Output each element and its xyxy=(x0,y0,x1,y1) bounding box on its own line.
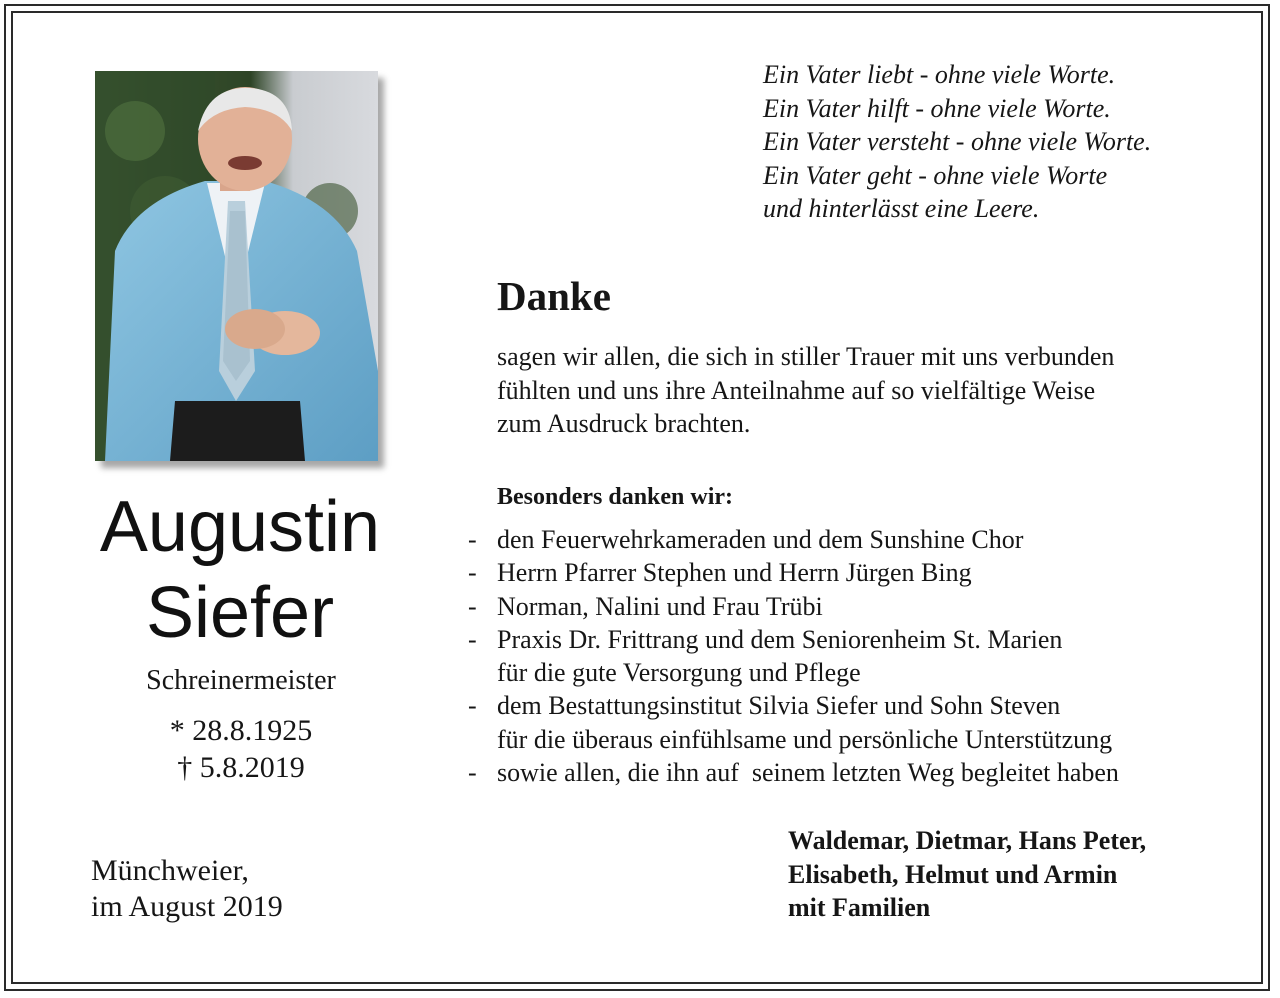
list-item-text-continued: für die gute Versorgung und Pflege xyxy=(497,658,861,688)
portrait-photo xyxy=(95,71,378,461)
dash-bullet: - xyxy=(468,624,477,654)
deceased-first-name: Augustin xyxy=(99,487,381,567)
dash-bullet: - xyxy=(468,691,477,721)
list-item xyxy=(468,623,1119,690)
signature-line: Elisabeth, Helmut und Armin xyxy=(788,859,1118,889)
poem-line: Ein Vater hilft - ohne viele Worte. xyxy=(763,93,1111,123)
intro-line: sagen wir allen, die sich in stiller Trauer mit uns verbunden xyxy=(497,342,1115,371)
signature-line: mit Familien xyxy=(788,893,931,922)
dash-bullet: - xyxy=(468,591,477,621)
list-item-text: Praxis Dr. Frittrang und dem Seniorenheim St. Marien xyxy=(497,624,1063,654)
list-item xyxy=(468,523,1119,556)
list-item-text: Herrn Pfarrer Stephen und Herrn Jürgen Bing xyxy=(497,558,972,588)
thanks-heading: Danke xyxy=(497,273,611,319)
thanks-intro xyxy=(497,340,1114,441)
intro-line: zum Ausdruck brachten. xyxy=(497,409,751,438)
intro-line: fühlten und uns ihre Anteilnahme auf so vielfältige Weise xyxy=(497,375,1096,405)
poem-line: und hinterlässt eine Leere. xyxy=(763,194,1040,223)
death-date: † 5.8.2019 xyxy=(177,751,305,784)
list-item-text: sowie allen, die ihn auf seinem letzten Weg begleitet haben xyxy=(497,758,1119,788)
poem-line: Ein Vater liebt - ohne viele Worte. xyxy=(763,60,1116,89)
poem xyxy=(763,58,1151,226)
birth-date: * 28.8.1925 xyxy=(169,714,313,747)
list-item xyxy=(468,556,1119,589)
occupation: Schreinermeister xyxy=(146,665,336,696)
list-item-text: den Feuerwehrkameraden und dem Sunshine Chor xyxy=(497,525,1024,554)
special-thanks-heading: Besonders danken wir: xyxy=(497,484,734,510)
list-item xyxy=(468,689,1119,756)
list-item xyxy=(468,590,1119,623)
list-item-text: dem Bestattungsinstitut Silvia Siefer und Sohn Steven xyxy=(497,691,1061,721)
signature-line: Waldemar, Dietmar, Hans Peter, xyxy=(788,826,1147,855)
poem-line: Ein Vater geht - ohne viele Worte xyxy=(763,160,1108,190)
dash-bullet: - xyxy=(468,558,477,588)
list-item-text-continued: für die überaus einfühlsame und persönliche Unterstützung xyxy=(497,724,1113,754)
deceased-last-name: Siefer xyxy=(145,573,335,653)
list-item xyxy=(468,756,1119,789)
list-item-text: Norman, Nalini und Frau Trübi xyxy=(497,591,823,621)
signature xyxy=(788,824,1146,925)
thanks-list xyxy=(468,523,1119,789)
dash-bullet: - xyxy=(468,525,477,554)
dash-bullet: - xyxy=(468,758,477,788)
place-date: im August 2019 xyxy=(91,890,283,923)
poem-line: Ein Vater versteht - ohne viele Worte. xyxy=(763,127,1152,156)
place: Münchweier, xyxy=(91,854,249,887)
